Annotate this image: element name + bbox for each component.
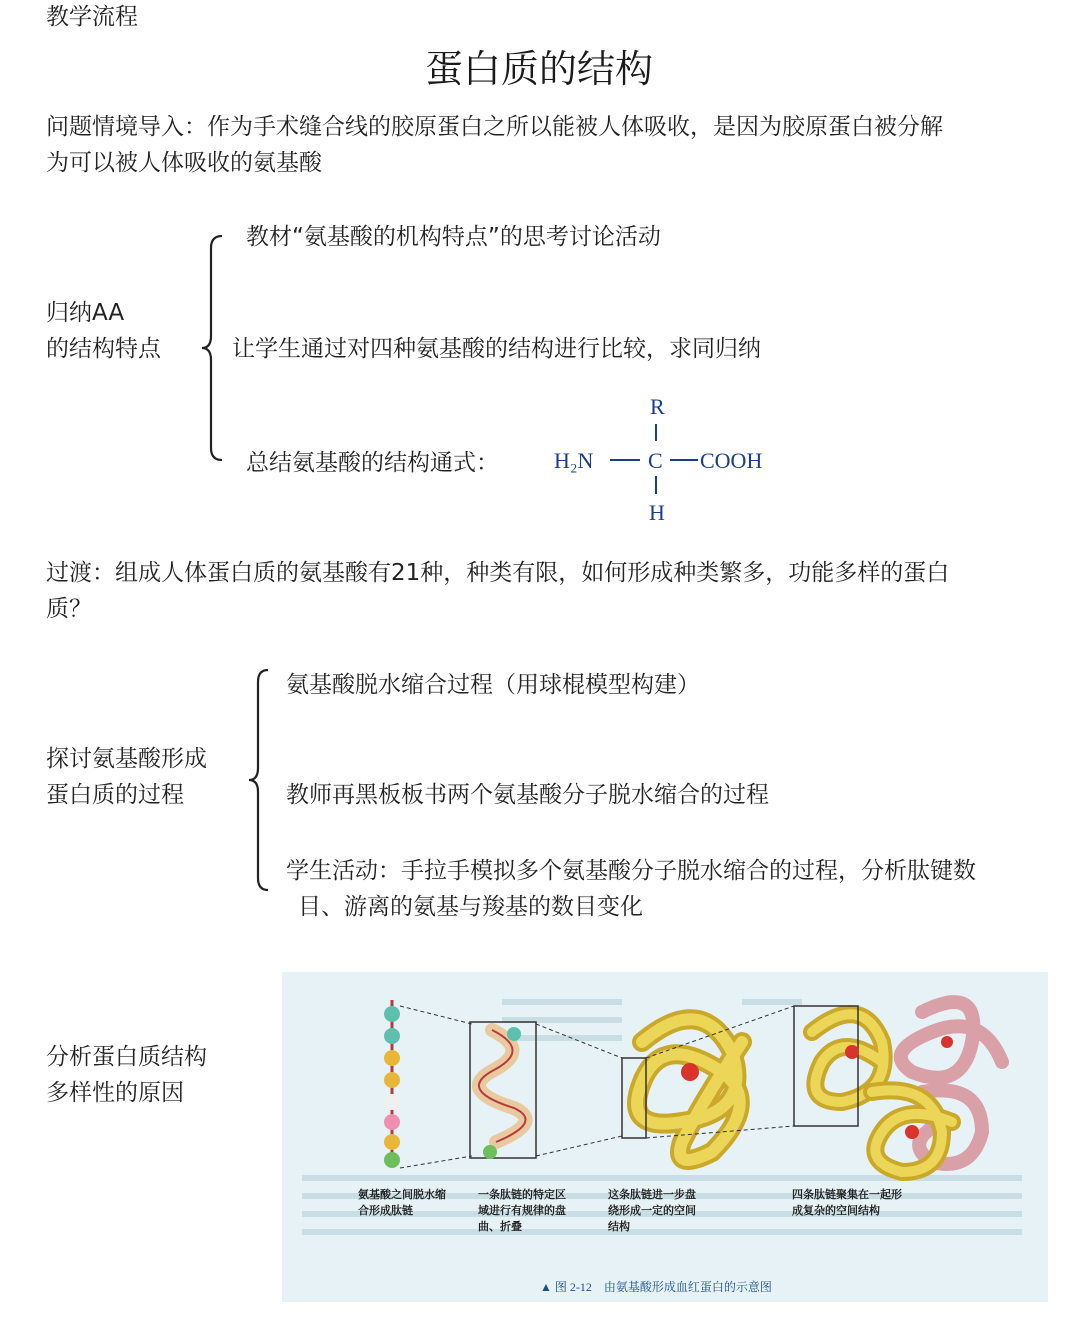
figure-caption: ▲ 图 2-12 由氨基酸形成血红蛋白的示意图 bbox=[540, 1280, 772, 1294]
formula-h: H bbox=[649, 500, 665, 525]
intro-line-1: 问题情境导入：作为手术缝合线的胶原蛋白之所以能被人体吸收，是因为胶原蛋白被分解 bbox=[46, 114, 943, 140]
section2-item-3: 学生活动：手拉手模拟多个氨基酸分子脱水缩合的过程，分析肽键数 bbox=[286, 858, 976, 884]
caption-2: 一条肽链的特定区 域进行有规律的盘 曲、折叠 bbox=[478, 1188, 566, 1233]
section1-item-2: 让学生通过对四种氨基酸的结构进行比较，求同归纳 bbox=[232, 336, 761, 362]
folded-subunit bbox=[622, 1019, 742, 1160]
caption-1: 氨基酸之间脱水缩 合形成肽链 bbox=[358, 1188, 446, 1217]
section-label: 教学流程 bbox=[46, 4, 138, 30]
transition-line-1: 过渡：组成人体蛋白质的氨基酸有21种，种类有限，如何形成种类繁多，功能多样的蛋白 bbox=[46, 560, 950, 586]
amino-acid-formula bbox=[548, 386, 778, 531]
section2-label-line-1: 探讨氨基酸形成 bbox=[46, 746, 207, 772]
transition-line-2: 质？ bbox=[46, 596, 92, 622]
hemoglobin-tetramer bbox=[794, 1002, 1002, 1172]
section3-label-line-1: 分析蛋白质结构 bbox=[46, 1044, 207, 1070]
caption-3: 这条肽链进一步盘 绕形成一定的空间 结构 bbox=[608, 1188, 696, 1233]
section3-label-line-2: 多样性的原因 bbox=[46, 1080, 184, 1106]
helix-segment bbox=[470, 1022, 536, 1159]
section2-brace bbox=[244, 666, 274, 894]
section2-item-2: 教师再黑板板书两个氨基酸分子脱水缩合的过程 bbox=[286, 782, 769, 808]
dash-line-1 bbox=[400, 1006, 472, 1024]
section1-label-line-1: 归纳AA bbox=[46, 300, 125, 326]
section2-label-line-2: 蛋白质的过程 bbox=[46, 782, 184, 808]
amino-acid-chain bbox=[384, 1000, 400, 1168]
section1-item-3: 总结氨基酸的结构通式： bbox=[246, 450, 499, 476]
formula-h2n: H₂N bbox=[554, 448, 594, 473]
formula-c: C bbox=[648, 448, 663, 473]
hemoglobin-figure bbox=[282, 972, 1048, 1302]
section1-brace bbox=[198, 232, 228, 464]
dash-line-4 bbox=[536, 1136, 622, 1156]
caption-4: 四条肽链聚集在一起形 成复杂的空间结构 bbox=[792, 1188, 902, 1217]
intro-line-2: 为可以被人体吸收的氨基酸 bbox=[46, 150, 322, 176]
dash-line-2 bbox=[400, 1156, 472, 1168]
section2-item-1: 氨基酸脱水缩合过程（用球棍模型构建） bbox=[286, 672, 700, 698]
section1-label-line-2: 的结构特点 bbox=[46, 336, 161, 362]
formula-cooh: COOH bbox=[700, 448, 763, 473]
hemoglobin-illustration bbox=[282, 972, 1048, 1302]
page-title: 蛋白质的结构 bbox=[424, 47, 653, 91]
formula-r: R bbox=[650, 394, 665, 419]
section2-item-3-cont: 目、游离的氨基与羧基的数目变化 bbox=[298, 894, 643, 920]
section1-item-1: 教材“氨基酸的机构特点”的思考讨论活动 bbox=[246, 224, 661, 250]
